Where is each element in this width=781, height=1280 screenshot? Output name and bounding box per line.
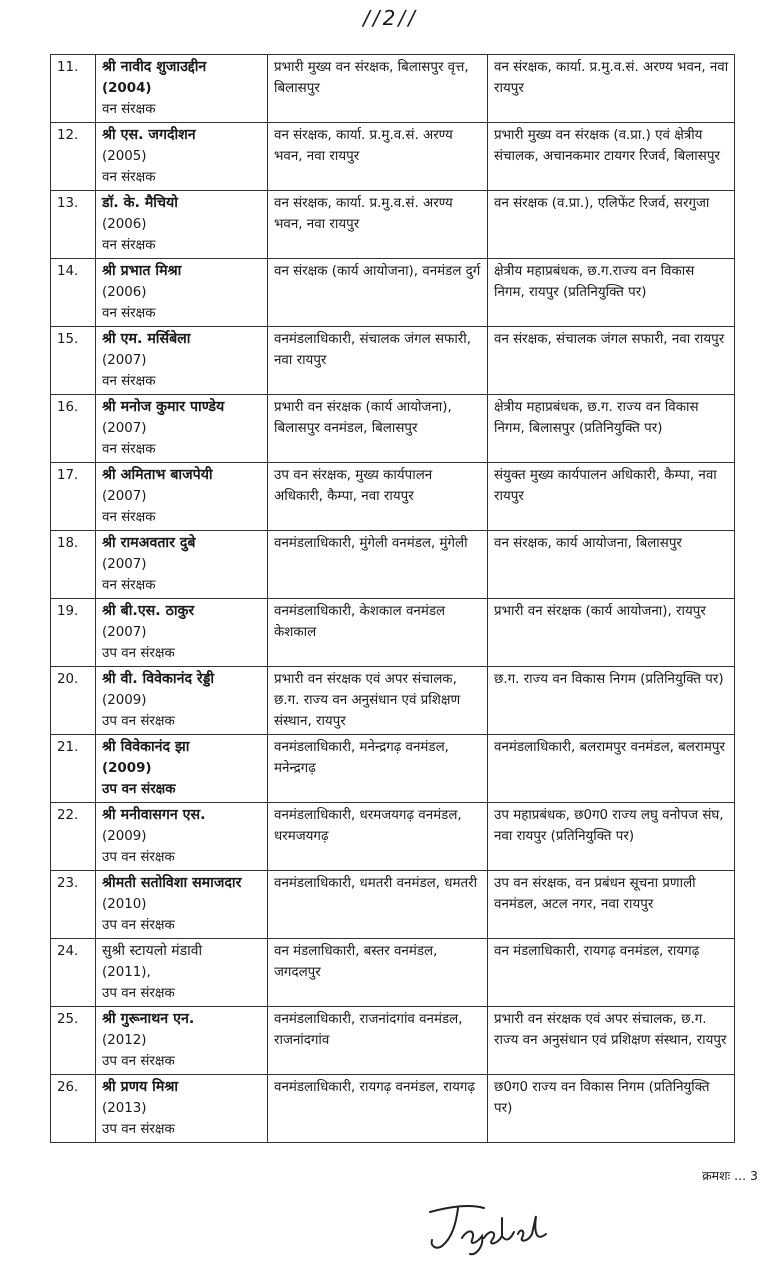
current-posting: वनमंडलाधिकारी, धमतरी वनमंडल, धमतरी xyxy=(268,871,488,939)
current-posting: वन मंडलाधिकारी, बस्तर वनमंडल, जगदलपुर xyxy=(268,939,488,1007)
new-posting: वन संरक्षक, संचालक जंगल सफारी, नवा रायपुर xyxy=(488,327,735,395)
serial-number: 16. xyxy=(51,395,96,463)
current-posting: वनमंडलाधिकारी, केशकाल वनमंडल केशकाल xyxy=(268,599,488,667)
table-row xyxy=(51,803,735,871)
officer-name: श्री रामअवतार दुबे xyxy=(102,535,196,551)
batch-year: (2012) xyxy=(102,1033,147,1048)
new-posting: उप वन संरक्षक, वन प्रबंधन सूचना प्रणाली वनमंडल, अटल नगर, नवा रायपुर xyxy=(488,871,735,939)
officer-cell xyxy=(96,1075,268,1143)
serial-number: 14. xyxy=(51,259,96,327)
current-posting: वन संरक्षक, कार्या. प्र.मु.व.सं. अरण्य भवन, नवा रायपुर xyxy=(268,191,488,259)
new-posting: वन संरक्षक, कार्या. प्र.मु.व.सं. अरण्य भवन, नवा रायपुर xyxy=(488,55,735,123)
batch-year: (2007) xyxy=(102,625,147,640)
officer-rank: वन संरक्षक xyxy=(102,442,156,457)
table-row xyxy=(51,1007,735,1075)
officer-rank: उप वन संरक्षक xyxy=(102,850,175,865)
officer-rank: उप वन संरक्षक xyxy=(102,1054,175,1069)
officer-cell xyxy=(96,1007,268,1075)
new-posting: वन मंडलाधिकारी, रायगढ़ वनमंडल, रायगढ़ xyxy=(488,939,735,1007)
officer-cell xyxy=(96,259,268,327)
serial-number: 22. xyxy=(51,803,96,871)
new-posting: उप महाप्रबंधक, छ0ग0 राज्य लघु वनोपज संघ, नवा रायपुर (प्रतिनियुक्ति पर) xyxy=(488,803,735,871)
table-row xyxy=(51,55,735,123)
officer-cell xyxy=(96,531,268,599)
current-posting: वनमंडलाधिकारी, मुंगेली वनमंडल, मुंगेली xyxy=(268,531,488,599)
officer-rank: उप वन संरक्षक xyxy=(102,646,175,661)
new-posting: छ.ग. राज्य वन विकास निगम (प्रतिनियुक्ति पर) xyxy=(488,667,735,735)
current-posting: वनमंडलाधिकारी, संचालक जंगल सफारी, नवा रायपुर xyxy=(268,327,488,395)
officer-name: श्री मनीवासगन एस. xyxy=(102,807,206,823)
officer-cell xyxy=(96,803,268,871)
officer-rank: वन संरक्षक xyxy=(102,510,156,525)
new-posting: क्षेत्रीय महाप्रबंधक, छ.ग.राज्य वन विकास निगम, रायपुर (प्रतिनियुक्ति पर) xyxy=(488,259,735,327)
officer-rank: उप वन संरक्षक xyxy=(102,986,175,1001)
serial-number: 13. xyxy=(51,191,96,259)
serial-number: 23. xyxy=(51,871,96,939)
officer-rank: वन संरक्षक xyxy=(102,578,156,593)
officer-cell xyxy=(96,463,268,531)
batch-year: (2005) xyxy=(102,149,147,164)
batch-year: (2009) xyxy=(102,829,147,844)
officer-rank: वन संरक्षक xyxy=(102,374,156,389)
batch-year: (2010) xyxy=(102,897,147,912)
serial-number: 20. xyxy=(51,667,96,735)
table-row xyxy=(51,871,735,939)
batch-year: (2004) xyxy=(102,81,152,96)
batch-year: (2007) xyxy=(102,489,147,504)
table-row xyxy=(51,531,735,599)
current-posting: वन संरक्षक, कार्या. प्र.मु.व.सं. अरण्य भवन, नवा रायपुर xyxy=(268,123,488,191)
new-posting: वन संरक्षक (व.प्रा.), एलिफेंट रिजर्व, सरगुजा xyxy=(488,191,735,259)
officer-name: श्री गुरूनाथन एन. xyxy=(102,1011,195,1027)
serial-number: 12. xyxy=(51,123,96,191)
batch-year: (2007) xyxy=(102,353,147,368)
officer-name: श्री नावीद शुजाउद्दीन xyxy=(102,59,207,75)
officer-cell xyxy=(96,871,268,939)
officer-name: श्री एस. जगदीशन xyxy=(102,127,196,143)
officer-rank: वन संरक्षक xyxy=(102,238,156,253)
serial-number: 15. xyxy=(51,327,96,395)
batch-year: (2007) xyxy=(102,421,147,436)
officer-rank: उप वन संरक्षक xyxy=(102,918,175,933)
officer-rank: उप वन संरक्षक xyxy=(102,714,175,729)
serial-number: 17. xyxy=(51,463,96,531)
officer-name: सुश्री स्टायलो मंडावी xyxy=(102,943,203,959)
officer-name: श्री अमिताभ बाजपेयी xyxy=(102,467,213,483)
batch-year: (2006) xyxy=(102,217,147,232)
new-posting: प्रभारी वन संरक्षक एवं अपर संचालक, छ.ग. राज्य वन अनुसंधान एवं प्रशिक्षण संस्थान, रायपुर xyxy=(488,1007,735,1075)
table-row xyxy=(51,667,735,735)
batch-year: (2007) xyxy=(102,557,147,572)
officer-rank: उप वन संरक्षक xyxy=(102,782,176,797)
table-row xyxy=(51,123,735,191)
batch-year: (2011), xyxy=(102,965,151,980)
officer-cell xyxy=(96,599,268,667)
serial-number: 19. xyxy=(51,599,96,667)
current-posting: प्रभारी वन संरक्षक (कार्य आयोजना), बिलासपुर वनमंडल, बिलासपुर xyxy=(268,395,488,463)
transfer-table xyxy=(50,54,735,1143)
serial-number: 25. xyxy=(51,1007,96,1075)
officer-name: श्री विवेकानंद झा xyxy=(102,739,190,755)
table-row xyxy=(51,327,735,395)
officer-cell xyxy=(96,395,268,463)
officer-cell xyxy=(96,191,268,259)
page-number: //2// xyxy=(363,6,418,30)
officer-cell xyxy=(96,123,268,191)
table-row xyxy=(51,259,735,327)
officer-cell xyxy=(96,939,268,1007)
serial-number: 11. xyxy=(51,55,96,123)
officer-rank: वन संरक्षक xyxy=(102,306,156,321)
new-posting: संयुक्त मुख्य कार्यपालन अधिकारी, कैम्पा, नवा रायपुर xyxy=(488,463,735,531)
serial-number: 18. xyxy=(51,531,96,599)
new-posting: वन संरक्षक, कार्य आयोजना, बिलासपुर xyxy=(488,531,735,599)
batch-year: (2009) xyxy=(102,693,147,708)
table-row xyxy=(51,463,735,531)
current-posting: वनमंडलाधिकारी, रायगढ़ वनमंडल, रायगढ़ xyxy=(268,1075,488,1143)
officer-name: श्री वी. विवेकानंद रेड्डी xyxy=(102,671,215,687)
officer-rank: उप वन संरक्षक xyxy=(102,1122,175,1137)
current-posting: प्रभारी मुख्य वन संरक्षक, बिलासपुर वृत्त, बिलासपुर xyxy=(268,55,488,123)
officer-name: श्री एम. मर्सिबेला xyxy=(102,331,191,347)
batch-year: (2009) xyxy=(102,761,152,776)
batch-year: (2006) xyxy=(102,285,147,300)
current-posting: वन संरक्षक (कार्य आयोजना), वनमंडल दुर्ग xyxy=(268,259,488,327)
continued-note: क्रमशः ... 3 xyxy=(702,1168,758,1183)
serial-number: 26. xyxy=(51,1075,96,1143)
officer-name: श्रीमती सतोविशा समाजदार xyxy=(102,875,242,891)
officer-rank: वन संरक्षक xyxy=(102,170,156,185)
new-posting: प्रभारी मुख्य वन संरक्षक (व.प्रा.) एवं क्षेत्रीय संचालक, अचानकमार टायगर रिजर्व, बिलासपुर xyxy=(488,123,735,191)
current-posting: वनमंडलाधिकारी, धरमजयगढ़ वनमंडल, धरमजयगढ़ xyxy=(268,803,488,871)
serial-number: 24. xyxy=(51,939,96,1007)
serial-number: 21. xyxy=(51,735,96,803)
current-posting: प्रभारी वन संरक्षक एवं अपर संचालक, छ.ग. राज्य वन अनुसंधान एवं प्रशिक्षण संस्थान, रायपुर xyxy=(268,667,488,735)
officer-name: श्री मनोज कुमार पाण्डेय xyxy=(102,399,225,415)
table-row xyxy=(51,939,735,1007)
new-posting: प्रभारी वन संरक्षक (कार्य आयोजना), रायपुर xyxy=(488,599,735,667)
table-row xyxy=(51,1075,735,1143)
officer-name: श्री प्रणय मिश्रा xyxy=(102,1079,179,1095)
new-posting: वनमंडलाधिकारी, बलरामपुर वनमंडल, बलरामपुर xyxy=(488,735,735,803)
batch-year: (2013) xyxy=(102,1101,147,1116)
current-posting: उप वन संरक्षक, मुख्य कार्यपालन अधिकारी, कैम्पा, नवा रायपुर xyxy=(268,463,488,531)
table-row xyxy=(51,191,735,259)
officer-name: श्री प्रभात मिश्रा xyxy=(102,263,182,279)
new-posting: क्षेत्रीय महाप्रबंधक, छ.ग. राज्य वन विकास निगम, बिलासपुर (प्रतिनियुक्ति पर) xyxy=(488,395,735,463)
table-row xyxy=(51,599,735,667)
table-row xyxy=(51,735,735,803)
officer-cell xyxy=(96,55,268,123)
current-posting: वनमंडलाधिकारी, राजनांदगांव वनमंडल, राजनांदगांव xyxy=(268,1007,488,1075)
table-row xyxy=(51,395,735,463)
new-posting: छ0ग0 राज्य वन विकास निगम (प्रतिनियुक्ति पर) xyxy=(488,1075,735,1143)
signature-image xyxy=(422,1198,562,1258)
officer-cell xyxy=(96,735,268,803)
officer-name: डॉ. के. मैचियो xyxy=(102,195,178,211)
officer-rank: वन संरक्षक xyxy=(102,102,156,117)
current-posting: वनमंडलाधिकारी, मनेन्द्रगढ़ वनमंडल, मनेन्द्रगढ़ xyxy=(268,735,488,803)
officer-name: श्री बी.एस. ठाकुर xyxy=(102,603,195,619)
officer-cell xyxy=(96,327,268,395)
officer-cell xyxy=(96,667,268,735)
